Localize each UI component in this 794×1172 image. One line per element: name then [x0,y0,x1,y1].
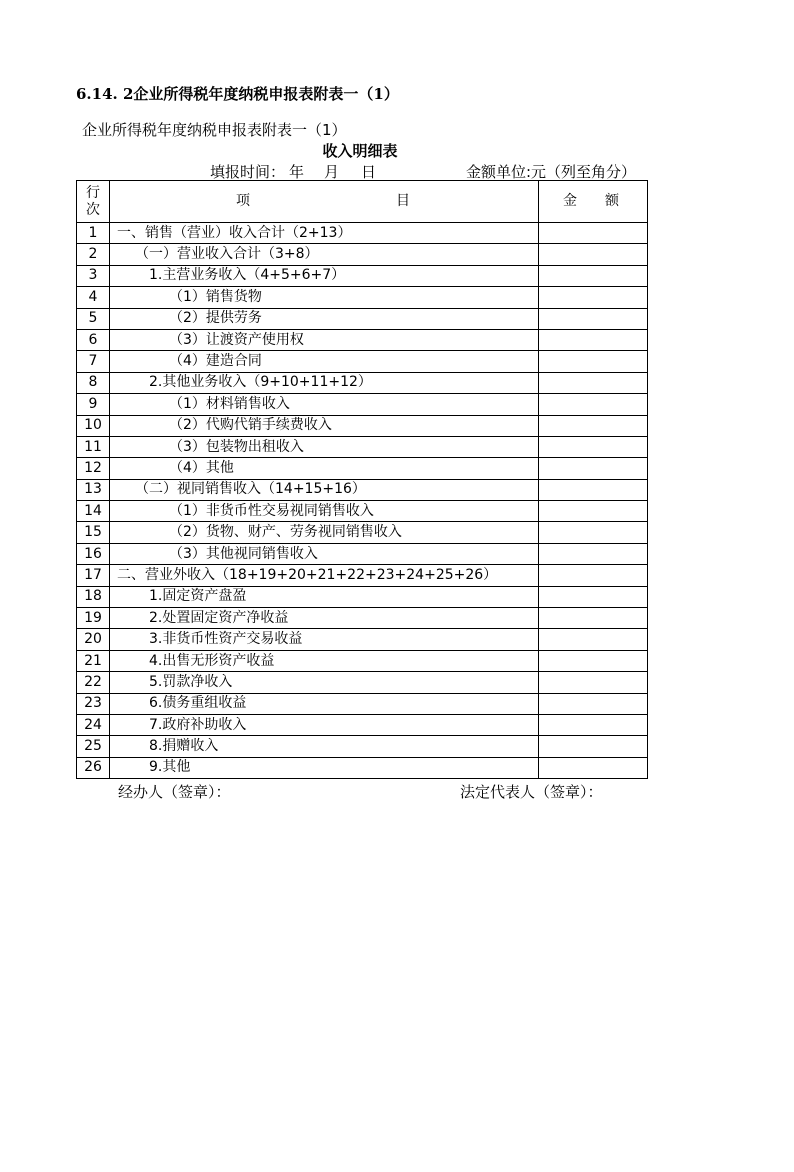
row-item: （1）销售货物 [110,287,539,308]
row-amount-cell[interactable] [539,608,648,629]
row-line-no: 17 [77,565,110,586]
row-amount-cell[interactable] [539,714,648,735]
row-line-no: 26 [77,757,110,778]
row-item: 8.捐赠收入 [110,736,539,757]
row-amount-cell[interactable] [539,436,648,457]
table-row [77,458,648,479]
row-item: （1）非货币性交易视同销售收入 [110,501,539,522]
fill-time-label: 填报时间： [210,163,286,181]
row-item: 1.主营业务收入（4+5+6+7） [110,265,539,286]
row-item: （一）营业收入合计（3+8） [110,244,539,265]
row-amount-cell[interactable] [539,351,648,372]
row-line-no: 6 [77,329,110,350]
row-line-no: 4 [77,287,110,308]
row-item: （4）其他 [110,458,539,479]
row-line-no: 20 [77,629,110,650]
row-item: （3）其他视同销售收入 [110,543,539,564]
fill-time-year: 年 [289,163,305,181]
header-item [110,181,539,223]
row-item: 4.出售无形资产收益 [110,650,539,671]
row-item: 3.非货币性资产交易收益 [110,629,539,650]
table-row [77,415,648,436]
table-row [77,672,648,693]
row-line-no: 7 [77,351,110,372]
table-row [77,586,648,607]
table-row [77,757,648,778]
row-amount-cell[interactable] [539,757,648,778]
row-line-no: 23 [77,693,110,714]
table-row [77,736,648,757]
fill-time [210,161,376,182]
row-amount-cell[interactable] [539,415,648,436]
row-amount-cell[interactable] [539,287,648,308]
row-amount-cell[interactable] [539,479,648,500]
row-line-no: 22 [77,672,110,693]
table-row [77,329,648,350]
row-item: 6.债务重组收益 [110,693,539,714]
row-line-no: 19 [77,608,110,629]
table-row [77,265,648,286]
row-amount-cell[interactable] [539,501,648,522]
header-line-no-bottom: 次 [86,201,100,218]
row-amount-cell[interactable] [539,522,648,543]
table-row [77,693,648,714]
header-amount-left: 金 [563,193,577,209]
form-name: 企业所得税年度纳税申报表附表一（1） [82,121,347,139]
header-item-left: 项 [236,193,250,209]
table-row [77,223,648,244]
row-amount-cell[interactable] [539,458,648,479]
table-row [77,501,648,522]
row-amount-cell[interactable] [539,223,648,244]
row-item: 二、营业外收入（18+19+20+21+22+23+24+25+26） [110,565,539,586]
amount-unit: 金额单位:元（列至角分） [466,163,637,181]
table-row [77,522,648,543]
row-line-no: 11 [77,436,110,457]
row-amount-cell[interactable] [539,543,648,564]
table-row [77,479,648,500]
row-line-no: 16 [77,543,110,564]
row-line-no: 25 [77,736,110,757]
row-item: （2）代购代销手续费收入 [110,415,539,436]
section-heading: 6.14. 2企业所得税年度纳税申报表附表一（1） [76,85,399,103]
table-row [77,394,648,415]
table-row [77,351,648,372]
row-line-no: 2 [77,244,110,265]
table-row [77,372,648,393]
row-amount-cell[interactable] [539,693,648,714]
table-row [77,608,648,629]
row-amount-cell[interactable] [539,372,648,393]
row-item: 一、销售（营业）收入合计（2+13） [110,223,539,244]
table-row [77,436,648,457]
table-row [77,650,648,671]
row-amount-cell[interactable] [539,308,648,329]
row-amount-cell[interactable] [539,565,648,586]
header-amount-right: 额 [605,193,619,209]
row-item: 7.政府补助收入 [110,714,539,735]
header-line-no [77,181,110,223]
row-line-no: 18 [77,586,110,607]
row-line-no: 14 [77,501,110,522]
row-item: 2.其他业务收入（9+10+11+12） [110,372,539,393]
row-item: 5.罚款净收入 [110,672,539,693]
handler-signature-label: 经办人（签章）： [118,783,231,801]
row-amount-cell[interactable] [539,586,648,607]
table-title: 收入明细表 [322,142,398,160]
row-item: （1）材料销售收入 [110,394,539,415]
table-row [77,308,648,329]
legal-rep-signature-label: 法定代表人（签章）： [460,783,603,801]
row-amount-cell[interactable] [539,736,648,757]
row-item: 9.其他 [110,757,539,778]
row-amount-cell[interactable] [539,650,648,671]
row-line-no: 1 [77,223,110,244]
row-line-no: 9 [77,394,110,415]
table-row [77,629,648,650]
table-body [77,223,648,779]
fill-time-day: 日 [361,163,377,181]
row-line-no: 13 [77,479,110,500]
table-row [77,565,648,586]
row-item: （2）提供劳务 [110,308,539,329]
row-line-no: 21 [77,650,110,671]
row-amount-cell[interactable] [539,629,648,650]
row-line-no: 8 [77,372,110,393]
row-line-no: 3 [77,265,110,286]
row-amount-cell[interactable] [539,265,648,286]
row-item: （4）建造合同 [110,351,539,372]
fill-time-month: 月 [324,163,340,181]
header-item-right: 目 [396,193,410,209]
row-item: （二）视同销售收入（14+15+16） [110,479,539,500]
row-line-no: 12 [77,458,110,479]
row-item: （3）让渡资产使用权 [110,329,539,350]
table-header-row [77,181,648,223]
row-line-no: 24 [77,714,110,735]
row-amount-cell[interactable] [539,329,648,350]
row-line-no: 15 [77,522,110,543]
row-amount-cell[interactable] [539,244,648,265]
header-amount [539,181,648,223]
table-row [77,714,648,735]
row-line-no: 5 [77,308,110,329]
row-item: （2）货物、财产、劳务视同销售收入 [110,522,539,543]
table-row [77,287,648,308]
row-item: 2.处置固定资产净收益 [110,608,539,629]
table-row [77,543,648,564]
row-amount-cell[interactable] [539,672,648,693]
row-item: （3）包装物出租收入 [110,436,539,457]
row-amount-cell[interactable] [539,394,648,415]
header-line-no-top: 行 [86,184,100,201]
row-item: 1.固定资产盘盈 [110,586,539,607]
income-detail-table [76,180,648,779]
table-row [77,244,648,265]
row-line-no: 10 [77,415,110,436]
